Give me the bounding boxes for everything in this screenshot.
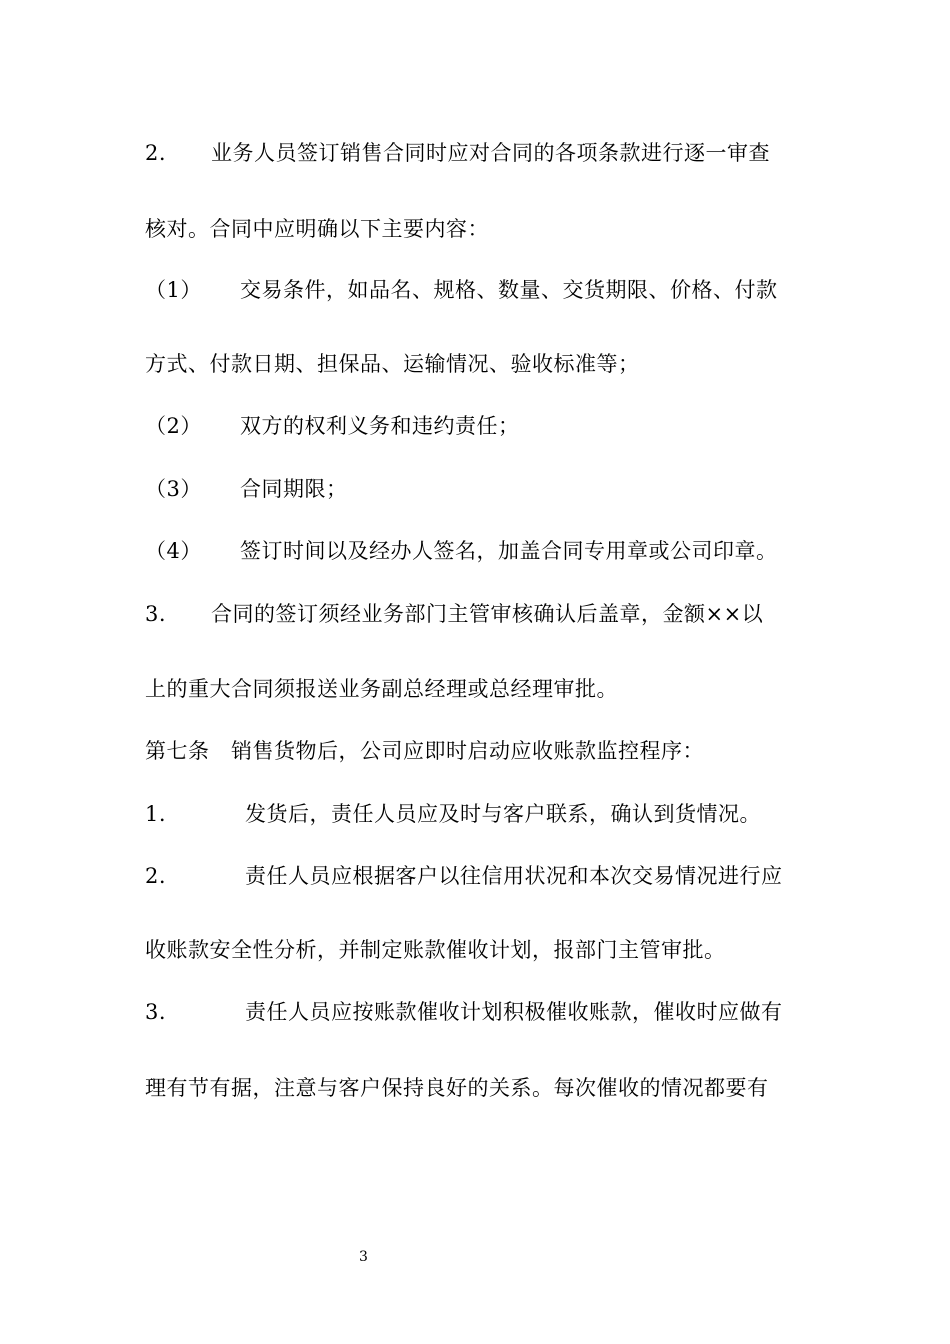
line-text: 合同期限；: [240, 477, 348, 501]
paragraph-line: [145, 998, 783, 1026]
paragraph-line: [145, 600, 763, 628]
item-number: （4）: [145, 539, 202, 563]
line-text: 第七条 销售货物后，公司应即时启动应收账款监控程序：: [145, 739, 704, 763]
line-text: 责任人员应按账款催收计划积极催收账款，催收时应做有: [245, 1000, 783, 1024]
item-number: 3.: [145, 1000, 167, 1024]
item-number: 2.: [145, 864, 167, 888]
line-text: 双方的权利义务和违约责任；: [240, 414, 520, 438]
item-number: 1.: [145, 802, 167, 826]
item-number: （3）: [145, 477, 202, 501]
item-number: （1）: [145, 278, 202, 302]
paragraph-line: [145, 276, 778, 304]
line-text: 交易条件，如品名、规格、数量、交货期限、价格、付款: [240, 278, 778, 302]
item-number: 2.: [145, 141, 167, 165]
paragraph-line: [145, 537, 778, 565]
paragraph-line: [145, 1074, 769, 1102]
paragraph-line: [145, 475, 348, 503]
line-text: 核对。合同中应明确以下主要内容：: [145, 217, 489, 241]
paragraph-line: [145, 215, 489, 243]
line-text: 业务人员签订销售合同时应对合同的各项条款进行逐一审查: [211, 141, 770, 165]
line-text: 理有节有据，注意与客户保持良好的关系。每次催收的情况都要有: [145, 1076, 769, 1100]
paragraph-line: [145, 350, 640, 378]
item-number: 3.: [145, 602, 167, 626]
paragraph-line: [145, 675, 618, 703]
line-text: 合同的签订须经业务部门主管审核确认后盖章，金额××以: [211, 602, 764, 626]
paragraph-line: [145, 139, 770, 167]
paragraph-line: [145, 800, 761, 828]
line-text: 方式、付款日期、担保品、运输情况、验收标准等；: [145, 352, 640, 376]
article-heading-line: [145, 737, 704, 765]
line-text: 签订时间以及经办人签名，加盖合同专用章或公司印章。: [240, 539, 778, 563]
page-number: 3: [359, 1249, 368, 1265]
line-text: 责任人员应根据客户以往信用状况和本次交易情况进行应: [245, 864, 783, 888]
paragraph-line: [145, 936, 726, 964]
line-text: 收账款安全性分析，并制定账款催收计划，报部门主管审批。: [145, 938, 726, 962]
item-number: （2）: [145, 414, 202, 438]
paragraph-line: [145, 862, 783, 890]
line-text: 发货后，责任人员应及时与客户联系，确认到货情况。: [245, 802, 761, 826]
paragraph-line: [145, 412, 520, 440]
line-text: 上的重大合同须报送业务副总经理或总经理审批。: [145, 677, 618, 701]
